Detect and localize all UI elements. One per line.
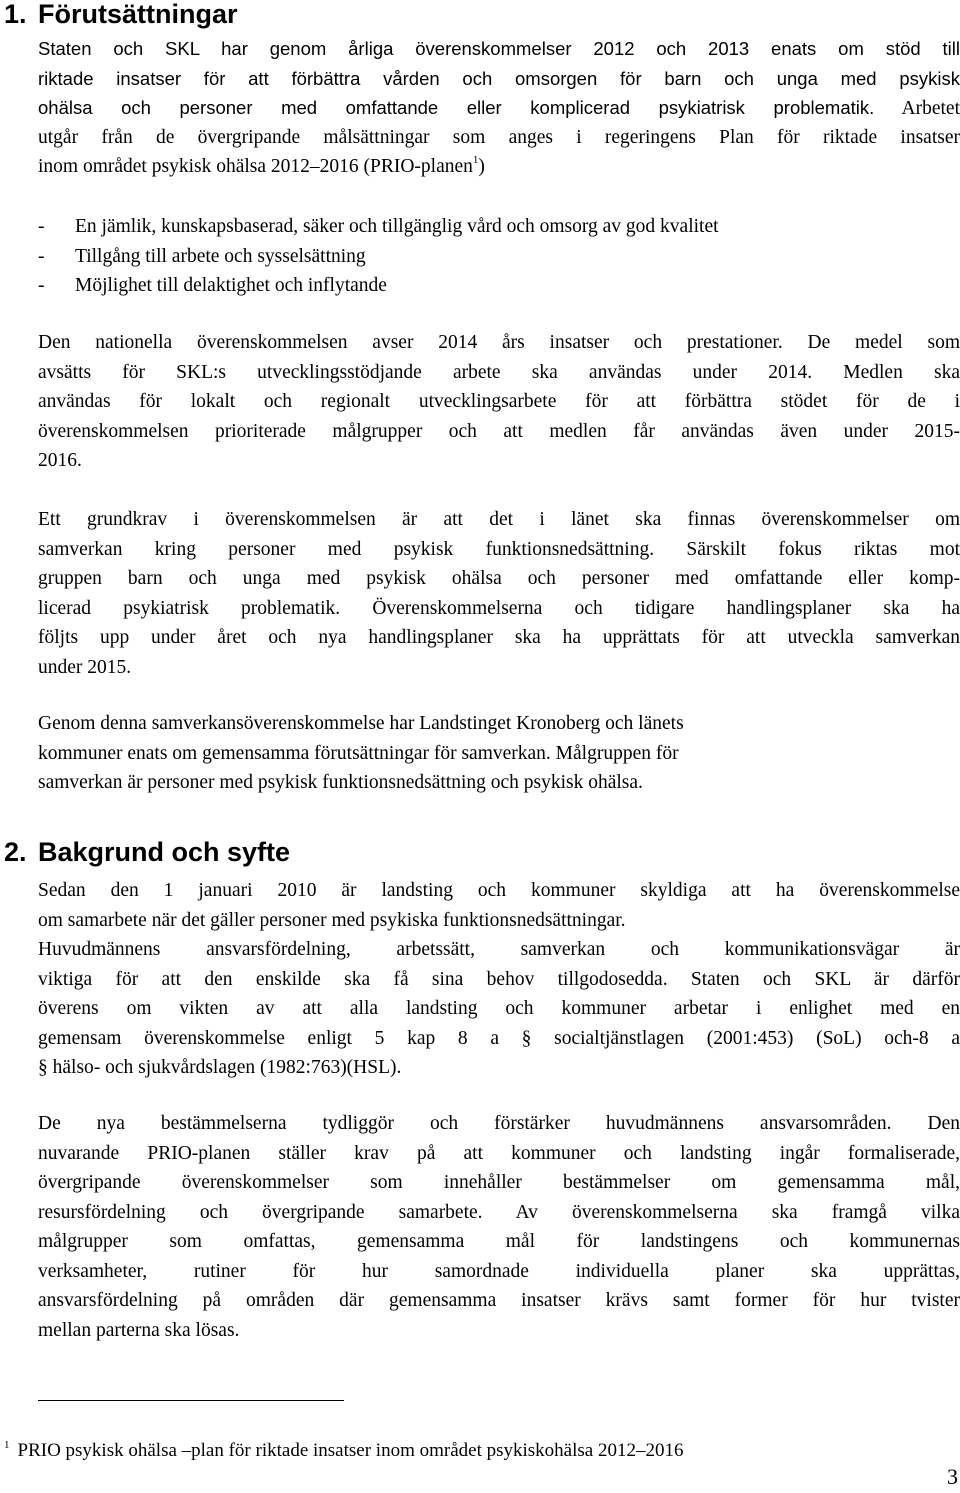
paragraph-line: Ett grundkrav i överenskommelsen är att det i länet ska finnas överenskommelser om <box>38 509 960 530</box>
line-text: ohälsa och personer med omfattande eller komplicerad psykiatrisk problematik. <box>38 97 875 118</box>
paragraph-line: resursfördelning och övergripande samarbete. Av överenskommelserna ska framgå vilka <box>38 1201 960 1223</box>
section-title: Förutsättningar <box>38 0 238 29</box>
paragraph-line: § hälso- och sjukvårdslagen (1982:763)(HSL). <box>38 1057 402 1078</box>
list-item-text: Möjlighet till delaktighet och inflytande <box>75 275 387 296</box>
paragraph-line <box>38 152 960 182</box>
paragraph-line: nuvarande PRIO-planen ställer krav på att kommuner och landsting ingår formaliserade, <box>38 1142 960 1164</box>
paragraph <box>38 709 960 798</box>
section-number: 2. <box>4 837 27 867</box>
footnote-number: 1 <box>4 1439 10 1451</box>
paragraph <box>38 876 960 1083</box>
footnote-text: PRIO psykisk ohälsa –plan för riktade insatser inom området psykiskohälsa 2012–2016 <box>17 1440 684 1461</box>
paragraph-line: gemensam överenskommelse enligt 5 kap 8 a § socialtjänstlagen (2001:453) (SoL) och-8 a <box>38 1027 960 1049</box>
page-number: 3 <box>947 1464 958 1489</box>
paragraph-line: övergripande överenskommelser som innehåller bestämmelser om gemensamma mål, <box>38 1172 960 1193</box>
list-item <box>38 242 960 272</box>
paragraph-line: mellan parterna ska lösas. <box>38 1319 240 1341</box>
paragraph-line: överenskommelsen prioriterade målgrupper och att medlen får användas även under 2015- <box>38 420 960 442</box>
list-item <box>38 271 960 301</box>
paragraph-line: Sedan den 1 januari 2010 är landsting och kommuner skyldiga att ha överenskommelse <box>38 880 960 901</box>
paragraph-line: Staten och SKL har genom årliga överenskommelser 2012 och 2013 enats om stöd till <box>38 38 960 59</box>
paragraph-line: om samarbete när det gäller personer med psykiska funktionsnedsättningar. <box>38 909 626 931</box>
line-text: inom området psykisk ohälsa 2012–2016 (PRIO-planen <box>38 156 473 177</box>
paragraph-line: överens om vikten av att alla landsting och kommuner arbetar i enlighet med en <box>38 998 960 1019</box>
paragraph-line: samverkan kring personer med psykisk funktionsnedsättning. Särskilt fokus riktas mot <box>38 538 960 560</box>
paragraph-line: kommuner enats om gemensamma förutsättningar för samverkan. Målgruppen för <box>38 742 679 764</box>
paragraph-line: följts upp under året och nya handlingsplaner ska ha upprättats för att utveckla samverkan <box>38 627 960 648</box>
paragraph-line: Genom denna samverkansöverenskommelse har Landstinget Kronoberg och länets <box>38 713 684 734</box>
paragraph-line: samverkan är personer med psykisk funktionsnedsättning och psykisk ohälsa. <box>38 772 643 793</box>
paragraph-line: ansvarsfördelning på områden där gemensamma insatser krävs samt former för hur tvister <box>38 1290 960 1311</box>
paragraph-line: målgrupper som omfattas, gemensamma mål för landstingens och kommunernas <box>38 1231 960 1252</box>
paragraph-line: användas för lokalt och regionalt utvecklingsarbete för att förbättra stödet för de i <box>38 391 960 412</box>
footnote-separator <box>38 1400 344 1401</box>
list-item-text: En jämlik, kunskapsbaserad, säker och tillgänglig vård och omsorg av god kvalitet <box>75 216 719 237</box>
paragraph-line: avsätts för SKL:s utvecklingsstödjande arbete ska användas under 2014. Medlen ska <box>38 361 960 383</box>
section-title: Bakgrund och syfte <box>38 837 291 867</box>
bullet-dash: - <box>38 245 45 267</box>
paragraph-line: licerad psykiatrisk problematik. Överenskommelserna och tidigare handlingsplaner ska ha <box>38 597 960 619</box>
line-text: Arbetet <box>901 98 960 119</box>
paragraph-line: 2016. <box>38 450 82 471</box>
section-heading-1 <box>4 0 238 30</box>
bullet-dash: - <box>38 216 45 237</box>
paragraph-line: Den nationella överenskommelsen avser 2014 års insatser och prestationer. De medel som <box>38 332 960 353</box>
bullet-dash: - <box>38 275 45 296</box>
paragraph-line: gruppen barn och unga med psykisk ohälsa och personer med omfattande eller komp- <box>38 568 960 589</box>
paragraph-line: viktiga för att den enskilde ska få sina behov tillgodosedda. Staten och SKL är därför <box>38 968 960 990</box>
paragraph-line: verksamheter, rutiner för hur samordnade individuella planer ska upprättas, <box>38 1260 960 1282</box>
list-item-text: Tillgång till arbete och sysselsättning <box>75 245 366 267</box>
paragraph-line: Huvudmännens ansvarsfördelning, arbetssätt, samverkan och kommunikationsvägar är <box>38 939 960 960</box>
list-item <box>38 212 960 242</box>
paragraph-line: De nya bestämmelserna tydliggör och förstärker huvudmännens ansvarsområden. Den <box>38 1113 960 1134</box>
section-number: 1. <box>4 0 27 29</box>
paragraph <box>38 1109 960 1345</box>
goal-list <box>38 212 960 301</box>
paragraph-line: riktade insatser för att förbättra vården och omsorgen för barn och unga med psykisk <box>38 67 960 89</box>
paragraph <box>38 328 960 476</box>
intro-paragraph <box>38 34 960 182</box>
line-text: ) <box>478 156 485 177</box>
footnote <box>4 1438 683 1464</box>
paragraph-line <box>38 93 960 123</box>
paragraph-line: utgår från de övergripande målsättningar som anges i regeringens Plan för riktade insatser <box>38 126 960 148</box>
paragraph-line: under 2015. <box>38 656 132 678</box>
footnote-reference: 1 <box>472 154 479 166</box>
section-heading-2 <box>4 836 290 868</box>
paragraph <box>38 505 960 682</box>
